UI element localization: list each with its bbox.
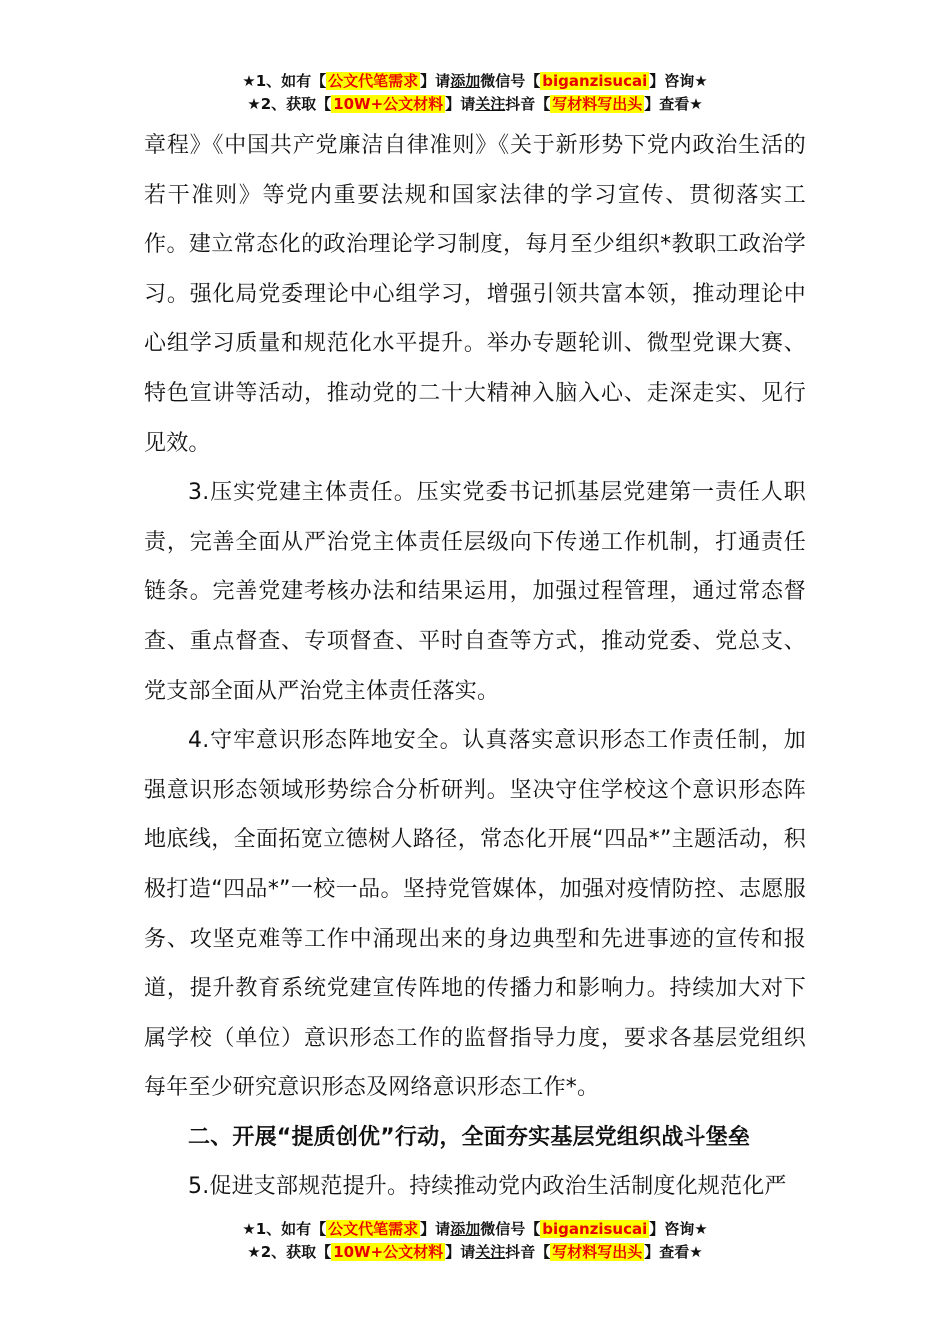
banner-text: 】查看★: [644, 1243, 703, 1261]
section-heading: 二、开展“提质创优”行动，全面夯实基层党组织战斗堡垒: [188, 1124, 751, 1150]
paragraph: 章程》《中国共产党廉洁自律准则》《关于新形势下党内政治生活的若干准则》等党内重要法规和国家法律的学习宣传、贯彻落实工作。建立常态化的政治理论学习制度，每月至少组织*教职工政治学习。强化局党委理论中心组学习，增强引领共富本领，推动理论中心组学习质量和规范化水平提升。举办专题轮训、微型党课大赛、特色宣讲等活动，推动党的二十大精神入脑入心、走深走实、见行见效。: [144, 133, 806, 456]
banner-text: 抖音【: [505, 95, 551, 113]
banner-highlight: biganzisucai: [542, 72, 648, 90]
banner-highlight: 10W+公文材料: [333, 95, 444, 113]
banner-text: 】查看★: [644, 95, 703, 113]
banner-text: 微信号【: [480, 1220, 541, 1238]
banner-text: 】咨询★: [649, 1220, 708, 1238]
banner-highlight: 公文代笔需求: [328, 72, 419, 90]
banner-text: 】咨询★: [649, 72, 708, 90]
banner-text: 】请: [420, 1220, 451, 1238]
document-body: [144, 121, 806, 1212]
banner-line-2: [0, 93, 950, 116]
banner-highlight: 写材料写出头: [552, 1243, 643, 1261]
banner-text: ★2、获取【: [247, 95, 332, 113]
banner-text: ★1、如有【: [242, 72, 327, 90]
footer-banner: [0, 1218, 950, 1264]
banner-text: 抖音【: [505, 1243, 551, 1261]
header-banner: [0, 70, 950, 116]
paragraph: 4.守牢意识形态阵地安全。认真落实意识形态工作责任制，加强意识形态领域形势综合分析研判。坚决守住学校这个意识形态阵地底线，全面拓宽立德树人路径，常态化开展“四品*”主题活动，积极打造“四品*”一校一品。坚持党管媒体，加强对疫情防控、志愿服务、攻坚克难等工作中涌现出来的身边典型和先进事迹的宣传和报道，提升教育系统党建宣传阵地的传播力和影响力。持续加大对下属学校（单位）意识形态工作的监督指导力度，要求各基层党组织每年至少研究意识形态及网络意识形态工作*。: [144, 728, 806, 1101]
banner-highlight: 公文代笔需求: [328, 1220, 419, 1238]
banner-text: 】请: [445, 1243, 476, 1261]
banner-underlined: 添加: [450, 72, 481, 90]
banner-highlight: 10W+公文材料: [333, 1243, 444, 1261]
banner-text: ★1、如有【: [242, 1220, 327, 1238]
banner-underlined: 关注: [475, 1243, 506, 1261]
banner-text: 】请: [420, 72, 451, 90]
banner-line-1: [0, 70, 950, 93]
banner-line-2: [0, 1241, 950, 1264]
banner-text: 】请: [445, 95, 476, 113]
banner-underlined: 添加: [450, 1220, 481, 1238]
banner-highlight: 写材料写出头: [552, 95, 643, 113]
banner-highlight: biganzisucai: [542, 1220, 648, 1238]
banner-underlined: 关注: [475, 95, 506, 113]
paragraph: 5.促进支部规范提升。持续推动党内政治生活制度化规范化严: [188, 1174, 787, 1200]
banner-text: 微信号【: [480, 72, 541, 90]
banner-line-1: [0, 1218, 950, 1241]
banner-text: ★2、获取【: [247, 1243, 332, 1261]
paragraph: 3.压实党建主体责任。压实党委书记抓基层党建第一责任人职责，完善全面从严治党主体责任层级向下传递工作机制，打通责任链条。完善党建考核办法和结果运用，加强过程管理，通过常态督查、重点督查、专项督查、平时自查等方式，推动党委、党总支、党支部全面从严治党主体责任落实。: [144, 480, 806, 704]
